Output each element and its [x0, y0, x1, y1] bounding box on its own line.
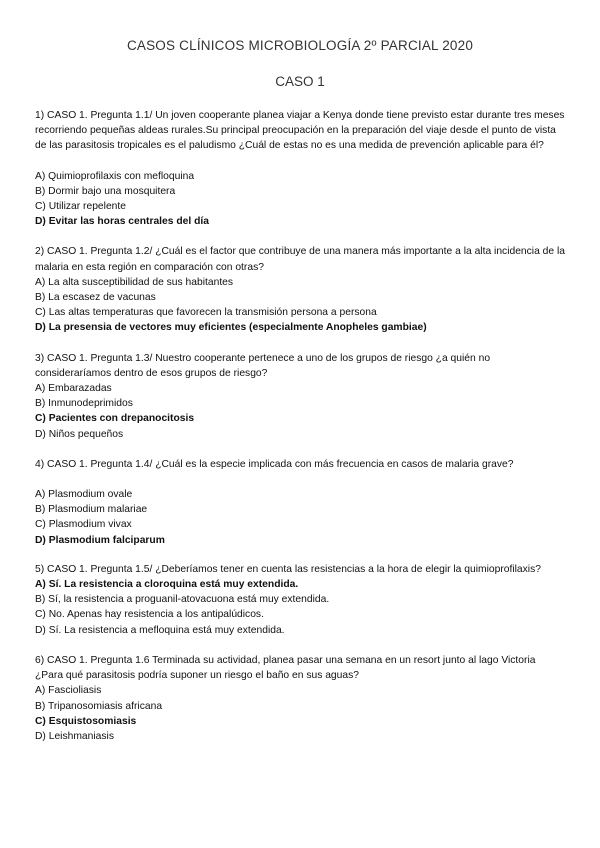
option-c: C) Las altas temperaturas que favorecen la transmisión persona a persona: [35, 307, 377, 319]
question-3: [35, 351, 565, 442]
question-6: [35, 653, 565, 744]
question-5: [35, 562, 565, 638]
option-c: C) Utilizar repelente: [35, 201, 126, 213]
option-a: A) Plasmodium ovale: [35, 489, 133, 501]
question-text: 3) CASO 1. Pregunta 1.3/ Nuestro cooperante pertenece a uno de los grupos de riesgo ¿a quién no consideraríamos dentro de esos grupos de riesgo?: [35, 352, 491, 379]
option-d-correct: D) Plasmodium falciparum: [35, 534, 165, 546]
option-b: B) Tripanosomiasis africana: [35, 700, 163, 712]
option-c-correct: C) Esquistosomiasis: [35, 715, 137, 727]
question-1: [35, 108, 565, 229]
option-c: C) No. Apenas hay resistencia a los antipalúdicos.: [35, 609, 264, 621]
option-a-correct: A) Sí. La resistencia a cloroquina está muy extendida.: [35, 579, 299, 591]
option-b: B) Sí, la resistencia a proguanil-atovacuona está muy extendida.: [35, 594, 330, 606]
option-d-correct: D) La presensia de vectores muy eficientes (especialmente Anopheles gambiae): [35, 322, 427, 334]
question-text: 2) CASO 1. Pregunta 1.2/ ¿Cuál es el factor que contribuye de una manera más importante a la alta incidencia de la malaria en esta región en comparación con otras?: [35, 246, 566, 273]
question-text: 5) CASO 1. Pregunta 1.5/ ¿Deberíamos tener en cuenta las resistencias a la hora de elegir la quimioprofilaxis?: [35, 563, 541, 575]
question-list: [35, 108, 565, 759]
case-title: CASO 1: [275, 74, 325, 89]
option-a: A) Embarazadas: [35, 383, 112, 395]
option-b: B) La escasez de vacunas: [35, 292, 156, 304]
document-title: CASOS CLÍNICOS MICROBIOLOGÍA 2º PARCIAL 2020: [126, 38, 474, 53]
option-d: D) Sí. La resistencia a mefloquina está muy extendida.: [35, 624, 285, 636]
option-c: C) Plasmodium vivax: [35, 519, 132, 531]
question-text: 4) CASO 1. Pregunta 1.4/ ¿Cuál es la especie implicada con más frecuencia en casos de malaria grave?: [35, 458, 514, 470]
option-d: D) Niños pequeños: [35, 428, 124, 440]
option-d: D) Leishmaniasis: [35, 730, 114, 742]
option-c-correct: C) Pacientes con drepanocitosis: [35, 413, 195, 425]
option-d-correct: D) Evitar las horas centrales del día: [35, 216, 209, 228]
question-4: [35, 457, 565, 548]
option-b: B) Inmunodeprimidos: [35, 398, 133, 410]
option-a: A) Fascioliasis: [35, 685, 102, 697]
option-b: B) Plasmodium malariae: [35, 504, 148, 516]
option-a: A) Quimioprofilaxis con mefloquina: [35, 170, 195, 182]
option-a: A) La alta susceptibilidad de sus habitantes: [35, 276, 234, 288]
question-text: 1) CASO 1. Pregunta 1.1/ Un joven cooperante planea viajar a Kenya donde tiene previsto estar durante tres meses recorriendo pequeñas aldeas rurales.Su principal preocupación en la preparación del viaje desde el punto de vista de las parasitosis tropicales es el paludismo ¿Cuál de estas no es una medida de prevención aplicable para él?: [35, 110, 565, 152]
question-text: 6) CASO 1. Pregunta 1.6 Terminada su actividad, planea pasar una semana en un resort junto al lago Victoria ¿Para qué parasitosis podría suponer un riesgo el baño en sus aguas?: [35, 654, 536, 682]
option-b: B) Dormir bajo una mosquitera: [35, 185, 176, 197]
question-2: [35, 244, 565, 335]
